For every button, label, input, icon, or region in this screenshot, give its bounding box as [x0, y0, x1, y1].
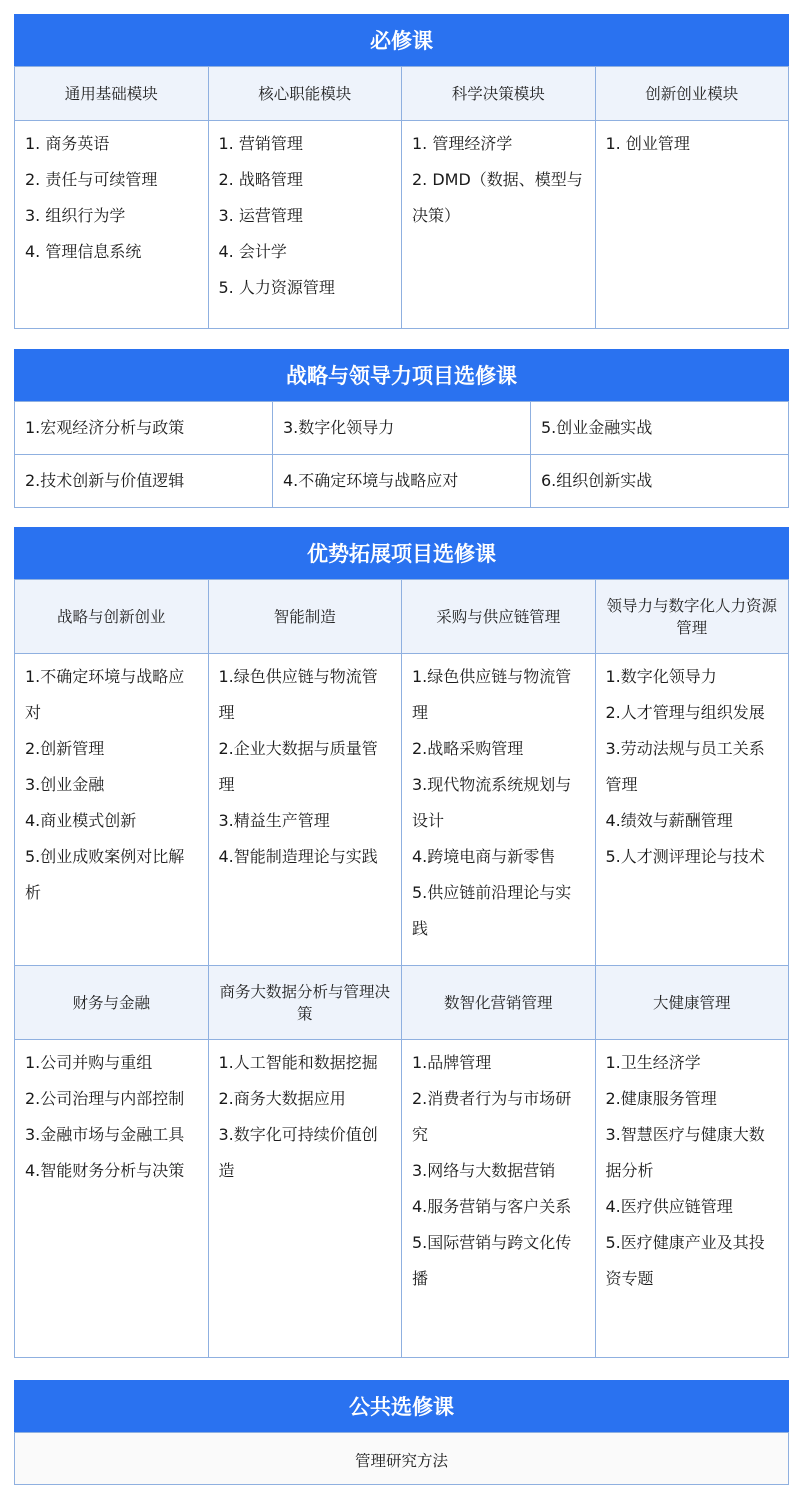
advantage-table [14, 579, 789, 1358]
course-item: 2.企业大数据与质量管理 [218, 739, 378, 794]
course-item: 2. 战略管理 [218, 170, 303, 189]
group-header: 战略与创新创业 [15, 580, 209, 654]
module-header: 科学决策模块 [402, 67, 596, 121]
course-item: 3.网络与大数据营销 [412, 1161, 556, 1180]
course-item: 3.智慧医疗与健康大数据分析 [605, 1125, 765, 1180]
course-item: 1.绿色供应链与物流管理 [412, 667, 572, 722]
course-item: 3. 运营管理 [218, 206, 303, 225]
course-item: 1. 营销管理 [218, 134, 303, 153]
course-item: 5. 人力资源管理 [218, 278, 335, 297]
course-item: 4.绩效与薪酬管理 [605, 811, 733, 830]
advantage-title: 优势拓展项目选修课 [14, 527, 789, 579]
group-courses [208, 654, 402, 966]
course-item: 3.精益生产管理 [218, 811, 330, 830]
course-item: 2.公司治理与内部控制 [25, 1089, 185, 1108]
course-item: 2.创新管理 [25, 739, 105, 758]
course-item: 5.人才测评理论与技术 [605, 847, 765, 866]
course-item: 3. 组织行为学 [25, 206, 126, 225]
group-courses [595, 654, 789, 966]
public-section [14, 1380, 789, 1485]
group-courses [15, 654, 209, 966]
course-item: 1.数字化领导力 [605, 667, 717, 686]
course-item: 5.国际营销与跨文化传播 [412, 1233, 572, 1288]
public-table [14, 1432, 789, 1485]
course-item: 1.绿色供应链与物流管理 [218, 667, 378, 722]
module-courses [208, 121, 402, 329]
course-item: 5.医疗健康产业及其投资专题 [605, 1233, 765, 1288]
course-item: 4.医疗供应链管理 [605, 1197, 733, 1216]
course-item: 3.劳动法规与员工关系管理 [605, 739, 765, 794]
course-item: 3.现代物流系统规划与设计 [412, 775, 572, 830]
group-courses [15, 1040, 209, 1358]
course-item: 1. 创业管理 [605, 134, 690, 153]
strategy-title: 战略与领导力项目选修课 [14, 349, 789, 401]
group-header: 财务与金融 [15, 966, 209, 1040]
course-item: 4.跨境电商与新零售 [412, 847, 556, 866]
course-item: 4. 会计学 [218, 242, 287, 261]
course-item: 5.创业成败案例对比解析 [25, 847, 185, 902]
course-cell: 4.不确定环境与战略应对 [273, 455, 531, 508]
course-item: 2. DMD（数据、模型与决策） [412, 170, 583, 225]
course-cell: 5.创业金融实战 [531, 402, 789, 455]
course-item: 2.人才管理与组织发展 [605, 703, 765, 722]
group-header: 商务大数据分析与管理决策 [208, 966, 402, 1040]
course-item: 4.服务营销与客户关系 [412, 1197, 572, 1216]
module-header: 创新创业模块 [595, 67, 789, 121]
module-courses [595, 121, 789, 329]
course-item: 4.智能财务分析与决策 [25, 1161, 185, 1180]
course-cell: 2.技术创新与价值逻辑 [15, 455, 273, 508]
course-item: 2.商务大数据应用 [218, 1089, 346, 1108]
group-courses [402, 654, 596, 966]
group-header: 采购与供应链管理 [402, 580, 596, 654]
course-item: 3.数字化可持续价值创造 [218, 1125, 378, 1180]
course-item: 4.智能制造理论与实践 [218, 847, 378, 866]
course-item: 4. 管理信息系统 [25, 242, 142, 261]
advantage-section [14, 527, 789, 1358]
group-header: 智能制造 [208, 580, 402, 654]
group-courses [208, 1040, 402, 1358]
course-item: 1.公司并购与重组 [25, 1053, 153, 1072]
strategy-table [14, 401, 789, 508]
group-courses [595, 1040, 789, 1358]
course-item: 2.战略采购管理 [412, 739, 524, 758]
group-header: 数智化营销管理 [402, 966, 596, 1040]
course-item: 1. 商务英语 [25, 134, 110, 153]
course-item: 2.健康服务管理 [605, 1089, 717, 1108]
course-item: 1. 管理经济学 [412, 134, 513, 153]
course-item: 3.金融市场与金融工具 [25, 1125, 185, 1144]
course-item: 1.人工智能和数据挖掘 [218, 1053, 378, 1072]
group-header: 领导力与数字化人力资源管理 [595, 580, 789, 654]
required-table [14, 66, 789, 329]
course-item: 3.创业金融 [25, 775, 105, 794]
course-item: 2.消费者行为与市场研究 [412, 1089, 572, 1144]
module-header: 核心职能模块 [208, 67, 402, 121]
group-courses [402, 1040, 596, 1358]
group-header: 大健康管理 [595, 966, 789, 1040]
required-title: 必修课 [14, 14, 789, 66]
course-item: 1.品牌管理 [412, 1053, 492, 1072]
strategy-section [14, 349, 789, 508]
public-course: 管理研究方法 [15, 1433, 789, 1485]
public-title: 公共选修课 [14, 1380, 789, 1432]
required-section [14, 14, 789, 329]
course-item: 4.商业模式创新 [25, 811, 137, 830]
module-courses [402, 121, 596, 329]
module-header: 通用基础模块 [15, 67, 209, 121]
course-item: 1.不确定环境与战略应对 [25, 667, 185, 722]
course-item: 2. 责任与可续管理 [25, 170, 158, 189]
course-cell: 1.宏观经济分析与政策 [15, 402, 273, 455]
course-item: 5.供应链前沿理论与实践 [412, 883, 572, 938]
module-courses [15, 121, 209, 329]
course-item: 1.卫生经济学 [605, 1053, 701, 1072]
course-cell: 3.数字化领导力 [273, 402, 531, 455]
course-cell: 6.组织创新实战 [531, 455, 789, 508]
